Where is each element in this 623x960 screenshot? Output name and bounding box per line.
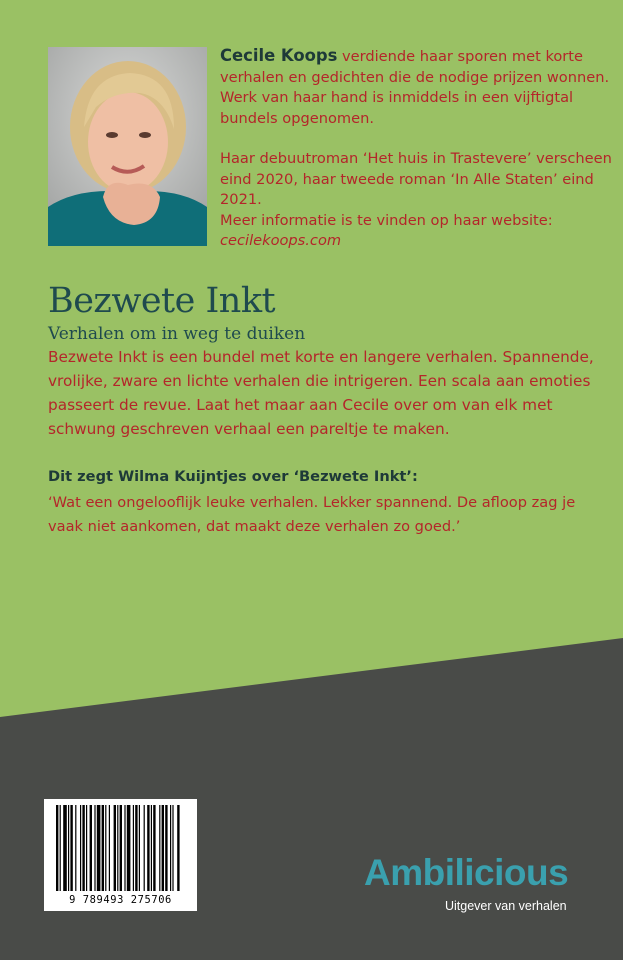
barcode-bar: [68, 805, 69, 891]
author-intro: verdiende haar sporen met korte verhalen en gedichten die de nodige prijzen wonnen. Werk van haar hand is inmiddels in een vijftigtal bundels opgenomen.: [220, 48, 610, 127]
author-website: cecilekoops.com: [220, 232, 342, 249]
barcode-bar: [109, 805, 110, 891]
barcode-bar: [90, 805, 92, 891]
barcode-bar: [114, 805, 116, 891]
barcode-bar: [135, 805, 137, 891]
barcode-bar: [94, 805, 95, 891]
quote-heading: Dit zegt Wilma Kuijntjes over ‘Bezwete Inkt’:: [48, 468, 418, 485]
barcode-bar: [70, 805, 72, 891]
barcode-bar: [117, 805, 118, 891]
book-subtitle: Verhalen om in weg te duiken: [48, 324, 306, 344]
barcode-bar: [153, 805, 155, 891]
barcode-bar: [139, 805, 140, 891]
barcode-bar: [86, 805, 87, 891]
barcode-bar: [162, 805, 164, 891]
author-info: Meer informatie is te vinden op haar website:: [220, 211, 553, 229]
publisher-tagline: Uitgever van verhalen: [445, 899, 567, 913]
barcode-bar: [97, 805, 101, 891]
barcode-bar: [102, 805, 104, 891]
barcode-bar: [63, 805, 67, 891]
barcode-bar: [165, 805, 167, 891]
barcode-bars: [44, 799, 197, 895]
barcode-bar: [120, 805, 122, 891]
book-blurb: [48, 345, 608, 441]
barcode-bar: [75, 805, 76, 891]
book-title: Bezwete Inkt: [48, 281, 276, 321]
isbn-number: 9 789493 275706: [69, 894, 172, 906]
author-novels: Haar debuutroman ‘Het huis in Trastevere’ verscheen eind 2020, haar tweede roman ‘In Alle Staten’ eind 2021.: [220, 150, 612, 208]
author-bio: [220, 46, 615, 252]
barcode-bar: [124, 805, 125, 891]
barcode-bar: [147, 805, 149, 891]
barcode-bar: [177, 805, 179, 891]
barcode-bar: [170, 805, 171, 891]
barcode-bar: [144, 805, 145, 891]
barcode-bar: [133, 805, 134, 891]
author-novels-paragraph: [220, 149, 615, 252]
barcode-bar: [56, 805, 58, 891]
publisher-logo: Ambilicious: [364, 852, 569, 893]
barcode-bar: [80, 805, 81, 891]
author-name: Cecile Koops: [220, 46, 338, 65]
isbn-barcode: [44, 799, 197, 911]
barcode-bar: [82, 805, 84, 891]
barcode-bar: [172, 805, 173, 891]
barcode-bar: [105, 805, 106, 891]
book-blurb-text: Bezwete Inkt is een bundel met korte en langere verhalen. Spannende, vrolijke, zware en lichte verhalen die intrigeren. Een scala aan emoties passeert de revue. Laat het maar aan Cecile over om van elk met schwung geschreven verhaal een pareltje te maken.: [48, 348, 594, 438]
quote-text: ‘Wat een ongelooflijk leuke verhalen. Lekker spannend. De afloop zag je vaak niet aankomen, dat maakt deze verhalen zo goed.’: [48, 494, 576, 535]
barcode-bar: [127, 805, 131, 891]
barcode-bar: [151, 805, 152, 891]
barcode-bar: [60, 805, 61, 891]
author-intro-paragraph: [220, 46, 615, 129]
author-photo: [48, 47, 207, 246]
barcode-bar: [159, 805, 160, 891]
